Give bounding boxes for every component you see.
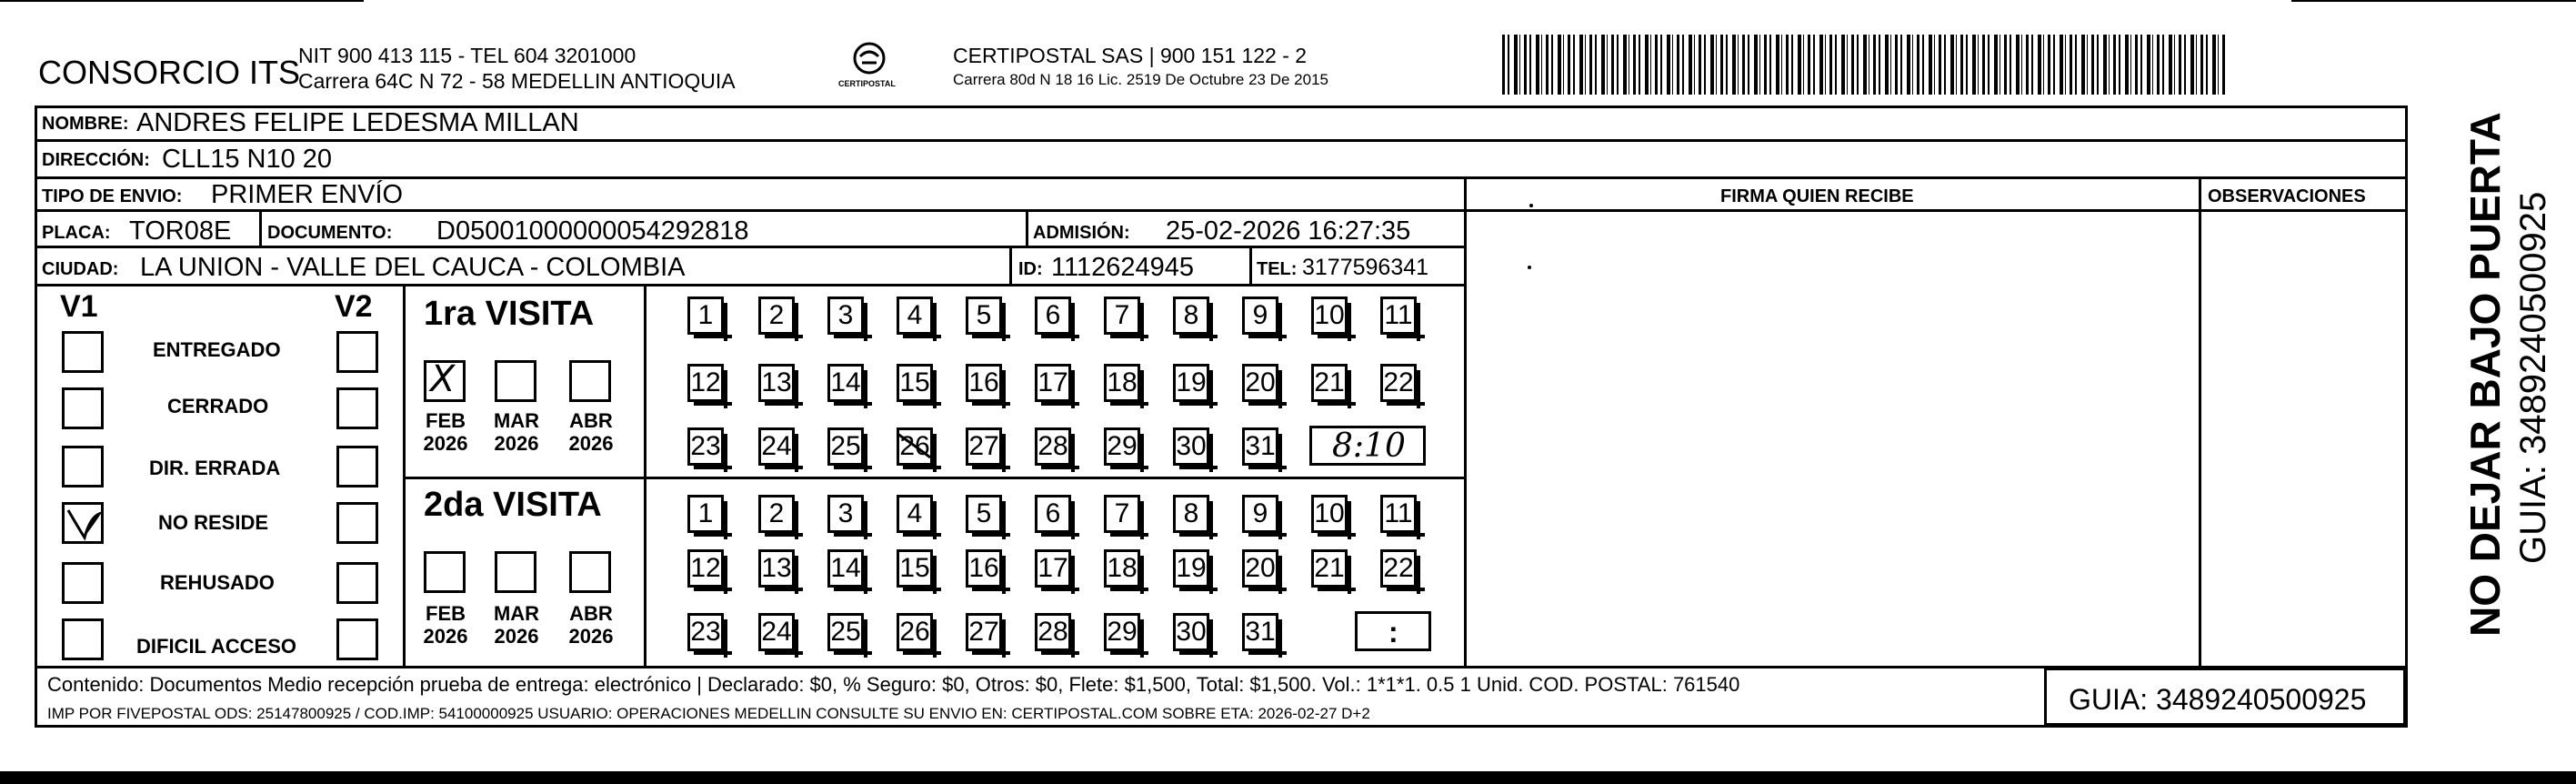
second-visit-day-5[interactable]: 5 [966,495,1002,533]
first-visit-time: 8:10 [1332,427,1406,465]
second-visit-day-11[interactable]: 11 [1380,495,1417,533]
second-visit-month-feb-label: FEB 2026 [423,602,468,648]
firma-header: FIRMA QUIEN RECIBE [1720,186,1914,206]
footer-guia: GUIA: 3489240500925 [2069,683,2367,716]
first-visit-day-1[interactable]: 1 [687,297,724,335]
v2-label: V2 [335,289,373,324]
second-visit-day-17[interactable]: 17 [1035,549,1071,588]
id-label: ID: [1018,259,1043,279]
first-visit-day-13[interactable]: 13 [758,364,795,402]
v2-checkbox-entregado[interactable] [336,331,378,373]
tel-value: 3177596341 [1302,255,1429,280]
barcode [1502,35,2225,95]
first-visit-day-3[interactable]: 3 [827,297,864,335]
first-visit-day-2[interactable]: 2 [758,297,795,335]
second-visit-day-8[interactable]: 8 [1173,495,1209,533]
second-visit-time-separator: : [1388,616,1398,648]
first-visit-day-6[interactable]: 6 [1035,297,1071,335]
carrier-line: CERTIPOSTAL SAS | 900 151 122 - 2 [953,44,1308,67]
second-visit-day-3[interactable]: 3 [827,495,864,533]
second-visit-day-15[interactable]: 15 [897,549,933,588]
placa-label: PLACA: [42,223,111,243]
second-visit-day-28[interactable]: 28 [1035,613,1071,651]
admision-label: ADMISIÓN: [1033,223,1130,243]
first-visit-day-8[interactable]: 8 [1173,297,1209,335]
first-visit-day-5[interactable]: 5 [966,297,1002,335]
second-visit-month-abr-label: ABR 2026 [568,602,614,648]
ciudad-label: CIUDAD: [42,259,119,279]
tipo-envio-label: TIPO DE ENVIO: [42,186,183,206]
second-visit-day-29[interactable]: 29 [1104,613,1140,651]
status-label-entregado: ENTREGADO [153,338,281,361]
documento-value: D05001000000054292818 [436,216,749,246]
first-visit-month-feb-label: FEB 2026 [423,409,468,456]
second-visit-month-mar-checkbox[interactable] [495,551,536,593]
first-visit-day-26-marked[interactable] [897,427,933,466]
first-visit-day-25[interactable]: 25 [827,427,864,466]
direccion-value: CLL15 N10 20 [162,145,333,174]
first-visit-day-21[interactable]: 21 [1311,364,1348,402]
id-value: 1112624945 [1051,253,1194,282]
first-visit-marked-day: 26 [899,431,930,461]
second-visit-title: 2da VISITA [424,486,602,524]
v1-checkbox-no-reside[interactable] [62,502,104,544]
status-label-dir-errada: DIR. ERRADA [149,457,281,479]
status-label-rehusado: REHUSADO [160,571,275,594]
second-visit-day-20[interactable]: 20 [1242,549,1278,588]
imp-line: IMP POR FIVEPOSTAL ODS: 25147800925 / COD.IMP: 54100000925 USUARIO: OPERACIONES MEDELLIN CONSULTE SU ENVIO EN: CERTIPOSTAL.COM SOBRE ETA: 2026-02-27 D+2 [47,705,1370,722]
first-visit-month-mar-checkbox[interactable] [495,360,536,402]
v1-checkbox-entregado[interactable] [62,331,104,373]
first-visit-month-feb-checkbox[interactable] [424,360,466,402]
v1-checkbox-cerrado[interactable] [62,387,104,429]
first-visit-day-15[interactable]: 15 [897,364,933,402]
first-visit-day-9[interactable]: 9 [1242,297,1278,335]
status-label-no-reside: NO RESIDE [158,511,269,534]
first-visit-month-abr-label: ABR 2026 [568,409,614,456]
nit-line: NIT 900 413 115 - TEL 604 3201000 [298,44,636,67]
first-visit-day-29[interactable]: 29 [1104,427,1140,466]
first-visit-day-11[interactable]: 11 [1380,297,1417,335]
first-visit-month-mar-label: MAR 2026 [493,409,540,456]
observaciones-header: OBSERVACIONES [2208,186,2366,206]
nombre-value: ANDRES FELIPE LEDESMA MILLAN [136,108,579,137]
contenido-line: Contenido: Documentos Medio recepción prueba de entrega: electrónico | Declarado: $0, % Seguro: $0, Otros: $0, Flete: $1,500, Total: $1,500. Vol.: 1*1*1. 0.5 1 Unid. COD. POSTAL: 761540 [47,673,1740,696]
status-label-dificil-acceso: DIFICIL ACCESO [136,635,297,658]
v1-label: V1 [60,289,98,324]
first-visit-day-18[interactable]: 18 [1104,364,1140,402]
v2-checkbox-no-reside[interactable] [336,502,378,544]
v2-checkbox-cerrado[interactable] [336,387,378,429]
second-visit-day-18[interactable]: 18 [1104,549,1140,588]
v1-checkbox-rehusado[interactable] [62,562,104,604]
second-visit-day-21[interactable]: 21 [1311,549,1348,588]
first-visit-day-24[interactable]: 24 [758,427,795,466]
v1-checkbox-dir-errada[interactable] [62,446,104,487]
first-visit-day-7[interactable]: 7 [1104,297,1140,335]
second-visit-day-23[interactable]: 23 [687,613,724,651]
tel-label: TEL: [1257,259,1298,279]
second-visit-day-24[interactable]: 24 [758,613,795,651]
handwritten-strike-icon [896,427,932,463]
second-visit-day-14[interactable]: 14 [827,549,864,588]
first-visit-month-mark: X [430,358,456,400]
second-visit-month-feb-checkbox[interactable] [424,551,466,593]
address-line: Carrera 64C N 72 - 58 MEDELLIN ANTIOQUIA [298,69,736,93]
first-visit-day-22[interactable]: 22 [1380,364,1417,402]
second-visit-day-27[interactable]: 27 [966,613,1002,651]
second-visit-day-7[interactable]: 7 [1104,495,1140,533]
tipo-envio-value: PRIMER ENVÍO [211,180,404,209]
first-visit-day-19[interactable]: 19 [1173,364,1209,402]
second-visit-day-16[interactable]: 16 [966,549,1002,588]
first-visit-time-box[interactable] [1309,426,1426,466]
first-visit-day-23[interactable]: 23 [687,427,724,466]
second-visit-day-2[interactable]: 2 [758,495,795,533]
first-visit-day-10[interactable]: 10 [1311,297,1348,335]
v2-checkbox-dificil-acceso[interactable] [336,618,378,660]
second-visit-day-1[interactable]: 1 [687,495,724,533]
second-visit-day-30[interactable]: 30 [1173,613,1209,651]
v2-checkbox-dir-errada[interactable] [336,446,378,487]
first-visit-day-27[interactable]: 27 [966,427,1002,466]
admision-value: 25-02-2026 16:27:35 [1166,216,1411,246]
second-visit-day-12[interactable]: 12 [687,549,724,588]
first-visit-day-20[interactable]: 20 [1242,364,1278,402]
certipostal-logo [835,38,904,96]
first-visit-day-17[interactable]: 17 [1035,364,1071,402]
first-visit-title: 1ra VISITA [424,295,595,333]
second-visit-day-22[interactable]: 22 [1380,549,1417,588]
side-warning: NO DEJAR BAJO PUERTA [2461,112,2509,637]
second-visit-day-31[interactable]: 31 [1242,613,1278,651]
v2-checkbox-rehusado[interactable] [336,562,378,604]
logo-text: CERTIPOSTAL [838,79,896,88]
first-visit-day-28[interactable]: 28 [1035,427,1071,466]
second-visit-day-13[interactable]: 13 [758,549,795,588]
top-rule-right [2291,0,2576,2]
first-visit-day-4[interactable]: 4 [897,297,933,335]
first-visit-month-abr-checkbox[interactable] [569,360,611,402]
ciudad-value: LA UNION - VALLE DEL CAUCA - COLOMBIA [140,253,686,282]
documento-label: DOCUMENTO: [267,223,393,243]
second-visit-day-10[interactable]: 10 [1311,495,1348,533]
first-visit-day-30[interactable]: 30 [1173,427,1209,466]
footer-guia-box [2044,668,2406,726]
v1-checkbox-dificil-acceso[interactable] [62,618,104,660]
second-visit-day-6[interactable]: 6 [1035,495,1071,533]
second-visit-day-9[interactable]: 9 [1242,495,1278,533]
second-visit-day-25[interactable]: 25 [827,613,864,651]
side-guia: GUIA: 3489240500925 [2513,191,2553,564]
first-visit-day-14[interactable]: 14 [827,364,864,402]
second-visit-time-box[interactable] [1355,611,1431,651]
second-visit-day-26[interactable]: 26 [897,613,933,651]
nombre-label: NOMBRE: [42,114,129,134]
first-visit-day-31[interactable]: 31 [1242,427,1278,466]
status-label-cerrado: CERRADO [167,395,269,417]
company-name: CONSORCIO ITS [38,54,301,91]
second-visit-day-19[interactable]: 19 [1173,549,1209,588]
top-rule [0,0,364,2]
bottom-band [0,771,2576,784]
second-visit-month-abr-checkbox[interactable] [569,551,611,593]
placa-value: TOR08E [129,216,232,246]
carrier-address: Carrera 80d N 18 16 Lic. 2519 De Octubre 23 De 2015 [953,71,1328,88]
direccion-label: DIRECCIÓN: [42,150,150,170]
first-visit-day-12[interactable]: 12 [687,364,724,402]
second-visit-day-4[interactable]: 4 [897,495,933,533]
first-visit-day-16[interactable]: 16 [966,364,1002,402]
second-visit-month-mar-label: MAR 2026 [493,602,540,648]
handwritten-check-icon [65,505,101,541]
